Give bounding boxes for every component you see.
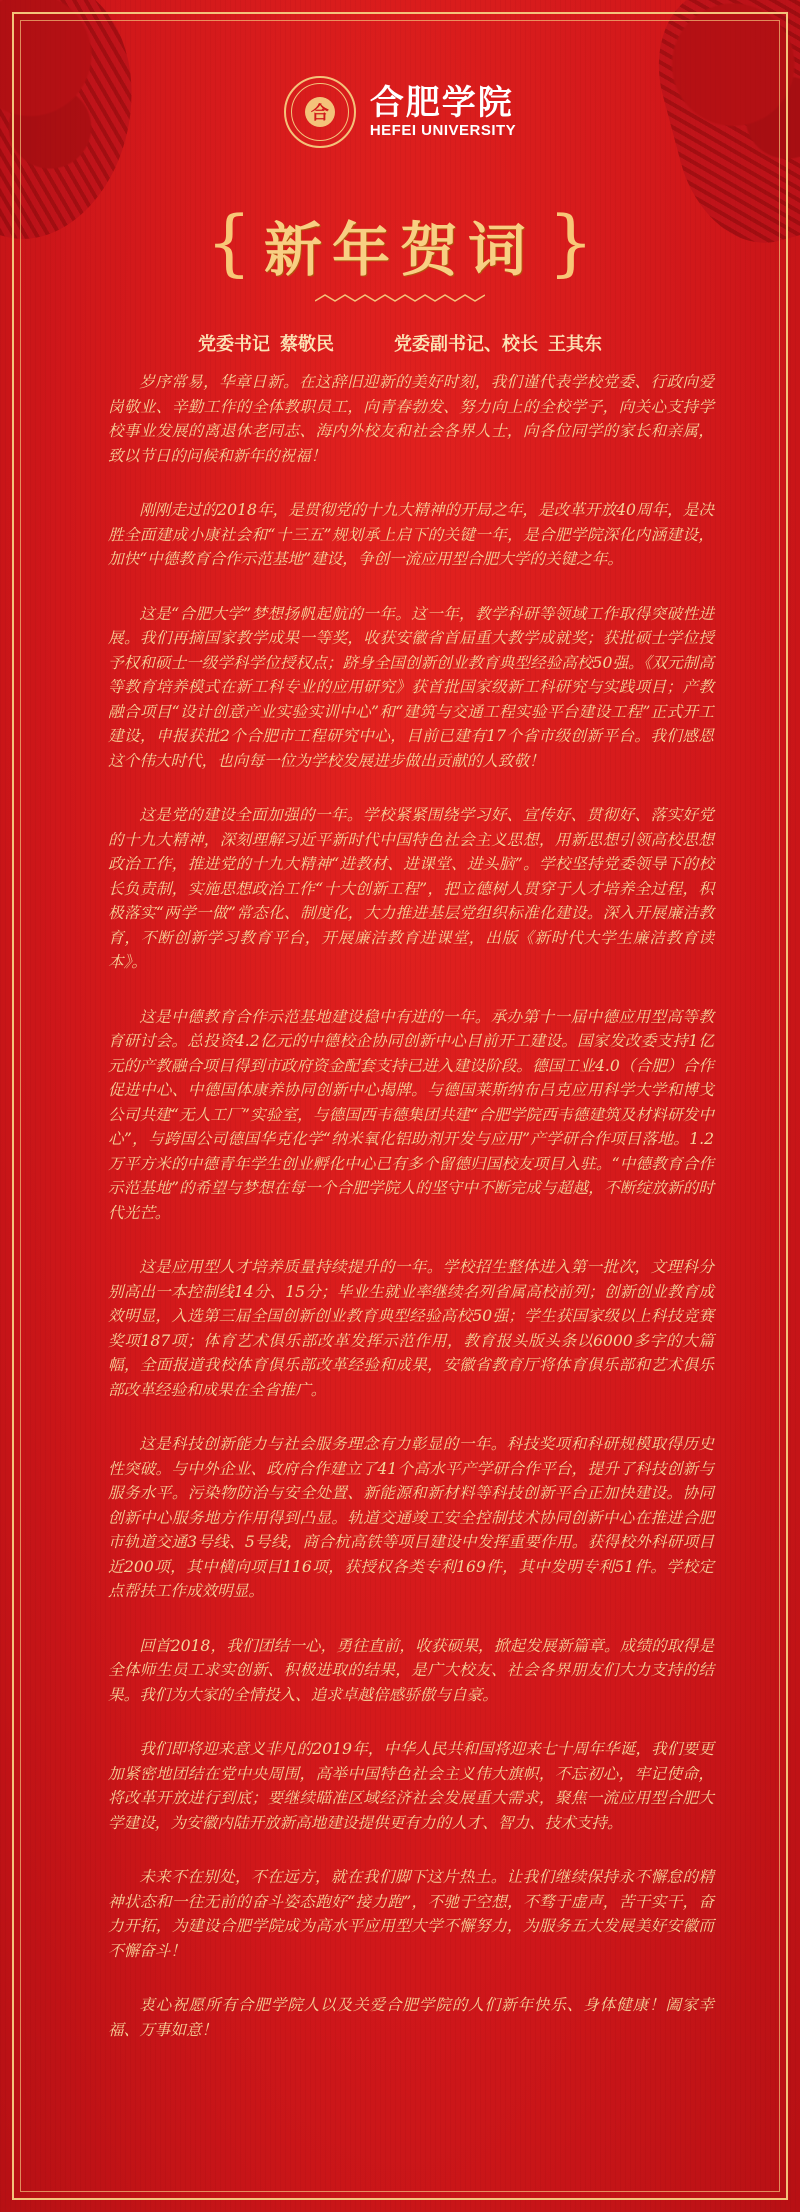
paragraph: 刚刚走过的2018年，是贯彻党的十九大精神的开局之年，是改革开放40周年，是决胜全面建成小康社会和“十三五”规划承上启下的关键一年，是合肥学院深化内涵建设，加快“中德教育合作示范基地”建设，争创一流应用型合肥大学的关键之年。 [108, 501, 714, 568]
university-name-cn: 合肥学院 [369, 82, 514, 123]
university-name [369, 82, 517, 140]
paragraph: 这是中德教育合作示范基地建设稳中有进的一年。承办第十一届中德应用型高等教育研讨会。总投资4.2亿元的中德校企协同创新中心目前开工建设。国家发改委支持1亿元的产教融合项目得到市政府资金配套支持已进入建设阶段。德国工业4.0（合肥）合作促进中心、中德国体康养协同创新中心揭牌。与德国莱斯纳布吕克应用科学大学和博戈公司共建“无人工厂”实验室，与德国西韦德集团共建“合肥学院西韦德建筑及材料研发中心”，与跨国公司德国华克化学“纳米氧化铝助剂开发与应用”产学研合作项目落地。1.2万平方米的中德青年学生创业孵化中心已有多个留德归国校友项目入驻。“中德教育合作示范基地”的希望与梦想在每一个合肥学院人的坚守中不断完成与超越，不断绽放新的时代光芒。 [108, 1007, 714, 1222]
logo-core: 合 [305, 97, 335, 127]
signers-line [0, 330, 800, 356]
paragraph: 回首2018，我们团结一心，勇往直前，收获硕果，掀起发展新篇章。成绩的取得是全体师生员工求实创新、积极进取的结果，是广大校友、社会各界朋友们大力支持的结果。我们为大家的全情投入、追求卓越倍感骄傲与自豪。 [108, 1636, 714, 1704]
greeting-title [0, 200, 800, 285]
page-title: 新年贺词 [263, 216, 536, 284]
paragraph: 岁序常易，华章日新。在这辞旧迎新的美好时刻，我们谨代表学校党委、行政向爱岗敬业、辛勤工作的全体教职员工，向青春勃发、努力向上的全校学子，向关心支持学校事业发展的离退休老同志、海内外校友和社会各界人士，向各位同学的家长和亲属，致以节日的问候和新年的祝福！ [108, 373, 714, 465]
title-wave-divider [0, 293, 800, 303]
signer-name: 蔡敬民 [280, 334, 334, 355]
signer [394, 330, 602, 356]
paragraph: 这是“合肥大学”梦想扬帆起航的一年。这一年，教学科研等领域工作取得突破性进展。我们再摘国家教学成果一等奖，收获安徽省首届重大教学成就奖；获批硕士学位授予权和硕士一级学科学位授权点；跻身全国创新创业教育典型经验高校50强。《双元制高等教育培养模式在新工科专业的应用研究》获首批国家级新工科研究与实践项目；产教融合项目“设计创意产业实验实训中心”和“建筑与交通工程实验平台建设工程”正式开工建设，申报获批2个合肥市工程研究中心，目前已建有17个省市级创新平台。我们感恩这个伟大时代，也向每一位为学校发展进步做出贡献的人致敬！ [108, 604, 714, 770]
paragraph: 这是党的建设全面加强的一年。学校紧紧围绕学习好、宣传好、贯彻好、落实好党的十九大精神，深刻理解习近平新时代中国特色社会主义思想，用新思想引领高校思想政治工作，推进党的十九大精神“进教材、进课堂、进头脑”。学校坚持党委领导下的校长负责制，实施思想政治工作“十大创新工程”，把立德树人贯穿于人才培养全过程，积极落实“两学一做”常态化、制度化，大力推进基层党组织标准化建设。深入开展廉洁教育，不断创新学习教育平台，开展廉洁教育进课堂，出版《新时代大学生廉洁教育读本》。 [108, 806, 714, 971]
signer [198, 330, 334, 356]
signer-role: 党委副书记、校长 [394, 334, 538, 355]
paragraph: 未来不在别处，不在远方，就在我们脚下这片热土。让我们继续保持永不懈怠的精神状态和一往无前的奋斗姿态跑好“接力跑”，不驰于空想，不骛于虚声，苦干实干，奋力开拓，为建设合肥学院成为高水平应用型大学不懈努力，为服务五大发展美好安徽而不懈奋斗！ [108, 1868, 714, 1960]
signer-role: 党委书记 [198, 334, 270, 355]
paragraph: 衷心祝愿所有合肥学院人以及关爱合肥学院的人们新年快乐、身体健康！阖家幸福、万事如意！ [108, 1996, 714, 2039]
title-left-brace: { [206, 200, 252, 284]
university-header [0, 74, 800, 150]
signer-name: 王其东 [548, 334, 602, 355]
greeting-body [108, 370, 714, 2072]
paragraph: 我们即将迎来意义非凡的2019年，中华人民共和国将迎来七十周年华诞，我们要更加紧密地团结在党中央周围，高举中国特色社会主义伟大旗帜，不忘初心，牢记使命，将改革开放进行到底；要继续瞄准区域经济社会发展重大需求，聚焦一流应用型合肥大学建设，为安徽内陆开放新高地建设提供更有力的人才、智力、技术支持。 [108, 1740, 714, 1832]
logo-ring [291, 83, 349, 141]
title-right-brace: } [548, 200, 594, 284]
university-name-en: HEFEI UNIVERSITY [369, 122, 517, 140]
paragraph: 这是应用型人才培养质量持续提升的一年。学校招生整体进入第一批次，文理科分别高出一本控制线14分、15分；毕业生就业率继续名列省属高校前列；创新创业教育成效明显，入选第三届全国创新创业教育典型经验高校50强；学生获国家级以上科技竞赛奖项187项；体育艺术俱乐部改革发挥示范作用，教育报头版头条以6000多字的大篇幅，全面报道我校体育俱乐部改革经验和成果，安徽省教育厅将体育俱乐部和艺术俱乐部改革经验和成果在全省推广。 [108, 1258, 714, 1399]
paragraph: 这是科技创新能力与社会服务理念有力彰显的一年。科技奖项和科研规模取得历史性突破。与中外企业、政府合作建立了41个高水平产学研合作平台，提升了科技创新与服务水平。污染物防治与安全处置、新能源和新材料等科技创新平台正加快建设。协同创新中心服务地方作用得到凸显。轨道交通竣工安全控制技术协同创新中心在推进合肥市轨道交通3号线、5号线，商合杭高铁等项目建设中发挥重要作用。获得校外科研项目近200项，其中横向项目116项，获授权各类专利169件，其中发明专利51件。学校定点帮扶工作成效明显。 [108, 1435, 714, 1600]
university-logo [284, 76, 356, 148]
